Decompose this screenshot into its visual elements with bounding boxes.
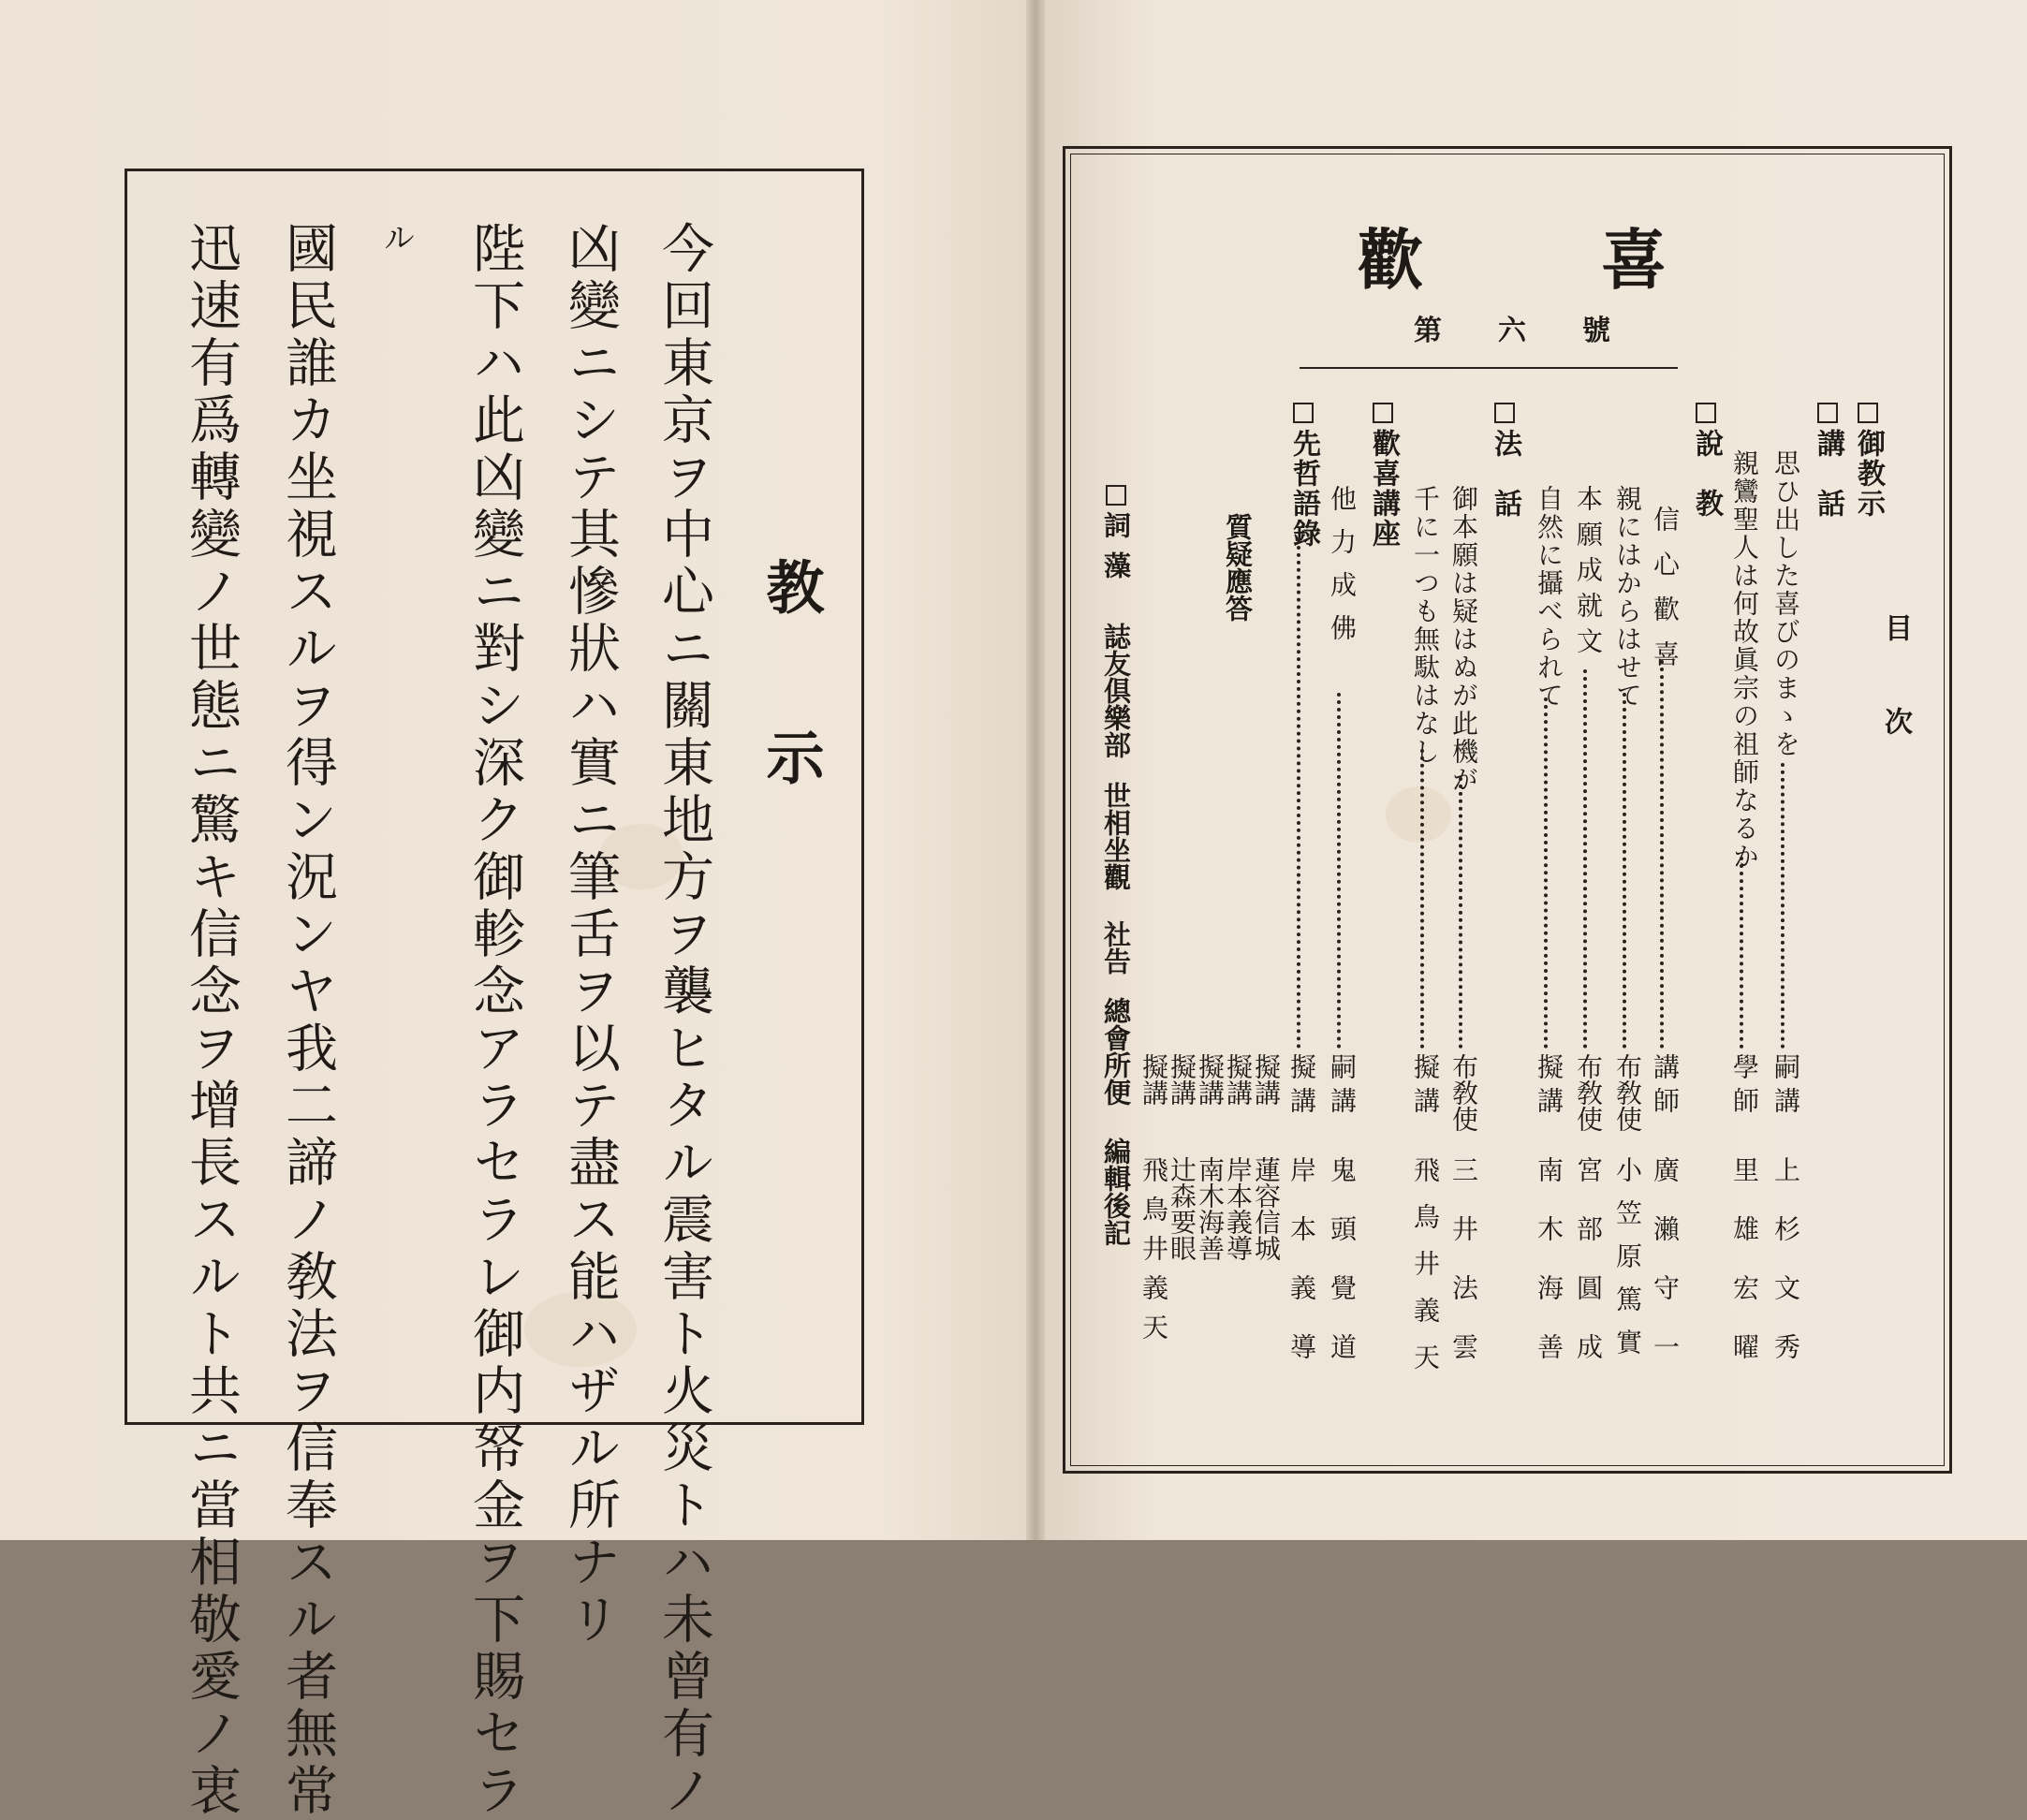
toc-entry-role: 嗣講: [1327, 1053, 1358, 1121]
toc-entry-title: 自然に攝べられて: [1534, 485, 1564, 710]
square-bullet-icon: [1106, 485, 1126, 506]
book-gutter: [1026, 0, 1045, 1540]
square-bullet-icon: [1817, 403, 1838, 423]
dot-leader: [1544, 697, 1548, 1049]
toc-entry-title: 親にはからはせて: [1612, 485, 1643, 710]
kyoji-title: 教示: [756, 557, 825, 898]
toc-entry-author: 里雄宏曜: [1729, 1156, 1760, 1392]
toc-entry-title: 信心歡喜: [1650, 506, 1681, 685]
qa-role: 擬講: [1223, 1053, 1254, 1106]
toc-entry-role: 嗣講: [1770, 1053, 1801, 1121]
back-item-henshu-koki: 編輯後記: [1100, 1138, 1132, 1246]
toc-entry-title: 他力成佛: [1327, 485, 1358, 657]
dot-leader: [1740, 857, 1743, 1049]
qa-author: 南木海善: [1195, 1156, 1226, 1261]
kyoji-line-6: 迅速有爲轉變ノ世態ニ驚キ信念ヲ增長スルト共ニ當相敬愛ノ衷: [181, 221, 242, 1820]
back-item-shiso: 詞藻: [1097, 485, 1136, 592]
back-item-sokai-shobin: 總會所便: [1100, 997, 1132, 1106]
dot-leader: [1623, 693, 1626, 1049]
dot-leader: [1420, 749, 1424, 1049]
square-bullet-icon: [1293, 403, 1314, 423]
back-item-shakoku: 社告: [1100, 920, 1132, 975]
kyoji-line-4: ル: [377, 221, 415, 257]
qa-role: 擬講: [1251, 1053, 1282, 1106]
qa-heading: 質疑應答: [1222, 513, 1254, 622]
square-bullet-icon: [1696, 403, 1716, 423]
toc-entry-role: 布敎使: [1573, 1053, 1604, 1132]
back-item-shiyu-club: 誌友倶樂部: [1100, 623, 1132, 758]
toc-entry-author: 上杉文秀: [1770, 1156, 1801, 1392]
toc-entry-author: 宮部圓成: [1573, 1156, 1604, 1392]
qa-author: 岸本義導: [1223, 1156, 1254, 1261]
dot-leader: [1583, 669, 1587, 1049]
square-bullet-icon: [1858, 403, 1878, 423]
section-heading-kangi-koza: 歡喜講座: [1362, 403, 1403, 549]
kyoji-line-3: 陛下ハ此凶變ニ對シ深ク御軫念アラセラレ御内帑金ヲ下賜セラ: [464, 221, 525, 1820]
qa-author: 飛鳥井義天: [1138, 1156, 1169, 1353]
dot-leader: [1660, 660, 1664, 1049]
toc-entry-title: 御本願は疑はぬが此機が: [1448, 485, 1479, 794]
section-heading-kowa: 講話: [1807, 403, 1848, 549]
qa-role: 擬講: [1195, 1053, 1226, 1106]
dot-leader: [1459, 777, 1462, 1049]
toc-entry-author: 三井法雲: [1448, 1156, 1479, 1392]
section-heading-sentetsu-goroku: 先哲語錄: [1283, 403, 1324, 549]
qa-author: 蓮容信城: [1251, 1156, 1282, 1261]
section-heading-howa: 法話: [1484, 403, 1525, 549]
kyoji-line-1: 今回東京ヲ中心ニ關東地方ヲ襲ヒタル震害ト火災トハ未曾有ノ: [654, 221, 714, 1820]
magazine-title: 歡喜: [1358, 221, 1844, 299]
section-heading-goyoji: 御教示: [1847, 403, 1888, 519]
toc-entry-author: 南木海善: [1534, 1156, 1564, 1392]
toc-entry-author: 小笠原篤實: [1612, 1156, 1643, 1372]
toc-entry-role: 擬講: [1410, 1053, 1441, 1121]
toc-inner-frame: [1070, 154, 1945, 1466]
qa-author: 辻森要眼: [1167, 1156, 1197, 1261]
toc-entry-author: 飛鳥井義天: [1410, 1156, 1441, 1390]
toc-entry-title: 親鸞聖人は何故眞宗の祖師なるか: [1729, 449, 1760, 871]
toc-entry-role: 擬講: [1286, 1053, 1317, 1121]
kyoji-line-5: 國民誰カ坐視スルヲ得ン況ンヤ我二諦ノ敎法ヲ信奉スル者無常: [277, 221, 338, 1820]
toc-entry-role: 講師: [1650, 1053, 1681, 1121]
toc-entry-title: 千に一つも無駄はなし: [1410, 485, 1441, 766]
dot-leader: [1337, 693, 1341, 1049]
toc-entry-author: 鬼頭覺道: [1327, 1156, 1358, 1392]
toc-entry-role: 擬講: [1534, 1053, 1564, 1121]
square-bullet-icon: [1494, 403, 1515, 423]
toc-entry-role: 學師: [1729, 1053, 1760, 1121]
toc-entry-title: 思ひ出した喜びのまゝを: [1770, 449, 1801, 758]
toc-entry-title: 本願成就文: [1573, 485, 1604, 663]
square-bullet-icon: [1373, 403, 1393, 423]
qa-role: 擬講: [1167, 1053, 1197, 1106]
dot-leader: [1297, 538, 1300, 1049]
toc-entry-author: 岸本義導: [1286, 1156, 1317, 1392]
toc-entry-author: 廣瀨守一: [1650, 1156, 1681, 1392]
kyoji-line-2: 凶變ニシテ其慘狀ハ實ニ筆舌ヲ以テ盡ス能ハザル所ナリ: [560, 221, 621, 1649]
dot-leader: [1781, 763, 1785, 1049]
toc-label: 目次: [1879, 613, 1912, 800]
title-rule: [1300, 367, 1678, 369]
toc-entry-role: 布敎使: [1612, 1053, 1643, 1132]
section-heading-sekkyo: 說教: [1685, 403, 1726, 549]
toc-entry-role: 布敎使: [1448, 1053, 1479, 1132]
back-item-seso-zakan: 世相坐觀: [1100, 782, 1132, 890]
qa-role: 擬講: [1138, 1053, 1169, 1106]
issue-number: 第六號: [1414, 315, 1667, 347]
